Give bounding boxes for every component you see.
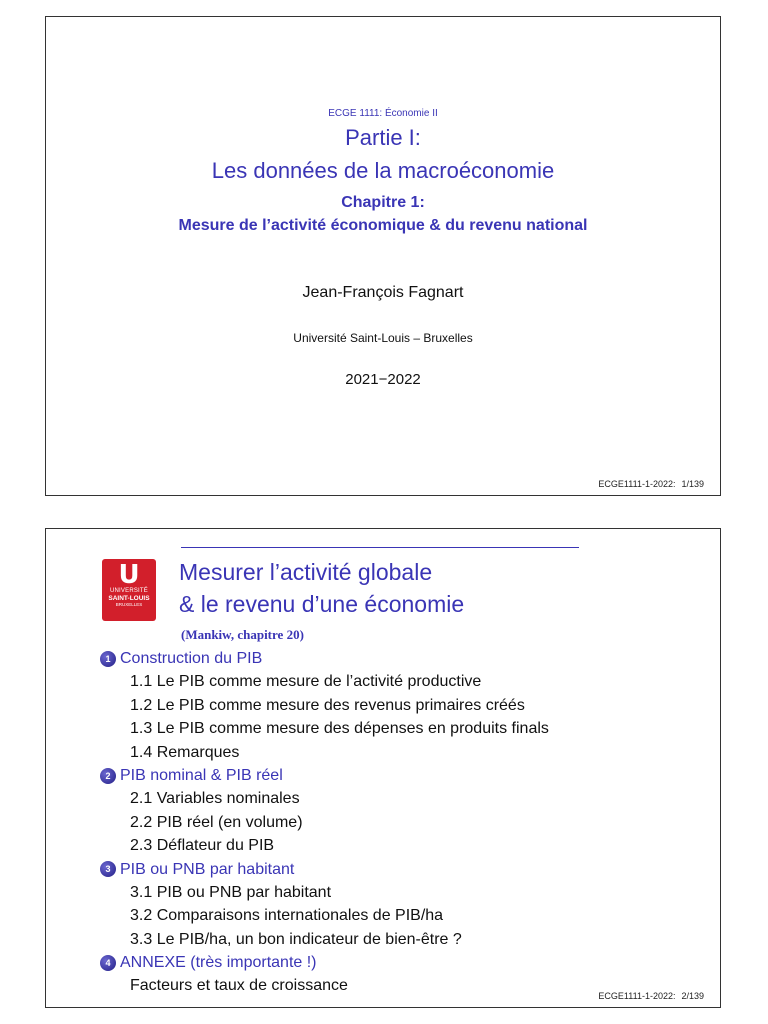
logo-line-1: UNIVERSITÉ bbox=[109, 588, 148, 594]
section-number-bullet: 2 bbox=[100, 768, 116, 784]
reference-note: (Mankiw, chapitre 20) bbox=[181, 627, 304, 642]
chapter-title: Chapitre 1: bbox=[341, 194, 425, 211]
section-number-bullet: 1 bbox=[100, 651, 116, 667]
section-label: PIB nominal & PIB réel bbox=[120, 766, 283, 784]
academic-years: 2021−2022 bbox=[345, 371, 421, 388]
part-subtitle: Les données de la macroéconomie bbox=[211, 158, 555, 183]
section-label: PIB ou PNB par habitant bbox=[120, 860, 295, 878]
section-heading bbox=[100, 647, 710, 670]
subsection-item: 1.4 Remarques bbox=[130, 743, 240, 761]
subsection-item: Facteurs et taux de croissance bbox=[130, 977, 348, 995]
footer-page-number: 2/139 bbox=[681, 991, 704, 1001]
subsection-item: 3.1 PIB ou PNB par habitant bbox=[130, 883, 332, 901]
logo-letter: U bbox=[118, 560, 140, 590]
section-label: Construction du PIB bbox=[120, 650, 263, 667]
institution-name: Université Saint-Louis – Bruxelles bbox=[293, 331, 473, 345]
subsection-item: 1.1 Le PIB comme mesure de l’activité productive bbox=[130, 673, 482, 691]
section-number-bullet: 3 bbox=[100, 861, 116, 877]
title-rule bbox=[181, 547, 579, 548]
university-logo bbox=[102, 559, 156, 621]
logo-line-2: SAINT-LOUIS bbox=[108, 595, 150, 602]
chapter-subtitle: Mesure de l’activité économique & du revenu national bbox=[178, 217, 588, 234]
part-title: Partie I: bbox=[345, 125, 421, 150]
subsection-item: 1.3 Le PIB comme mesure des dépenses en produits finals bbox=[130, 720, 549, 738]
subsection-item: 2.3 Déflateur du PIB bbox=[130, 837, 275, 855]
section-label: ANNEXE (très importante !) bbox=[120, 954, 317, 972]
slide-title-line-2: & le revenu d’une économie bbox=[179, 591, 465, 617]
section-heading bbox=[100, 951, 710, 974]
title-slide bbox=[45, 16, 721, 496]
subsection-item: 2.2 PIB réel (en volume) bbox=[130, 813, 303, 831]
slide-title bbox=[179, 556, 464, 620]
subsection-item: 3.2 Comparaisons internationales de PIB/ha bbox=[130, 907, 444, 925]
slide-footer bbox=[592, 479, 704, 489]
outline-slide bbox=[45, 528, 721, 1008]
section-number-bullet: 4 bbox=[100, 955, 116, 971]
footer-page-number: 1/139 bbox=[681, 479, 704, 489]
subsection-item: 1.2 Le PIB comme mesure des revenus primaires créés bbox=[130, 696, 525, 714]
footer-code: ECGE1111-1-2022: bbox=[598, 479, 676, 489]
logo-line-3: BRUXELLES bbox=[115, 602, 143, 607]
slide-title-line-1: Mesurer l’activité globale bbox=[179, 559, 433, 585]
table-of-contents bbox=[100, 647, 710, 998]
footer-code: ECGE1111-1-2022: bbox=[598, 991, 676, 1001]
section-heading bbox=[100, 764, 710, 787]
slide-footer bbox=[592, 991, 704, 1001]
course-label: ECGE 1111: Économie II bbox=[328, 108, 438, 119]
section-heading bbox=[100, 858, 710, 881]
author-name: Jean-François Fagnart bbox=[302, 284, 464, 301]
subsection-item: 3.3 Le PIB/ha, un bon indicateur de bien-être ? bbox=[130, 930, 462, 948]
subsection-item: 2.1 Variables nominales bbox=[130, 790, 300, 808]
